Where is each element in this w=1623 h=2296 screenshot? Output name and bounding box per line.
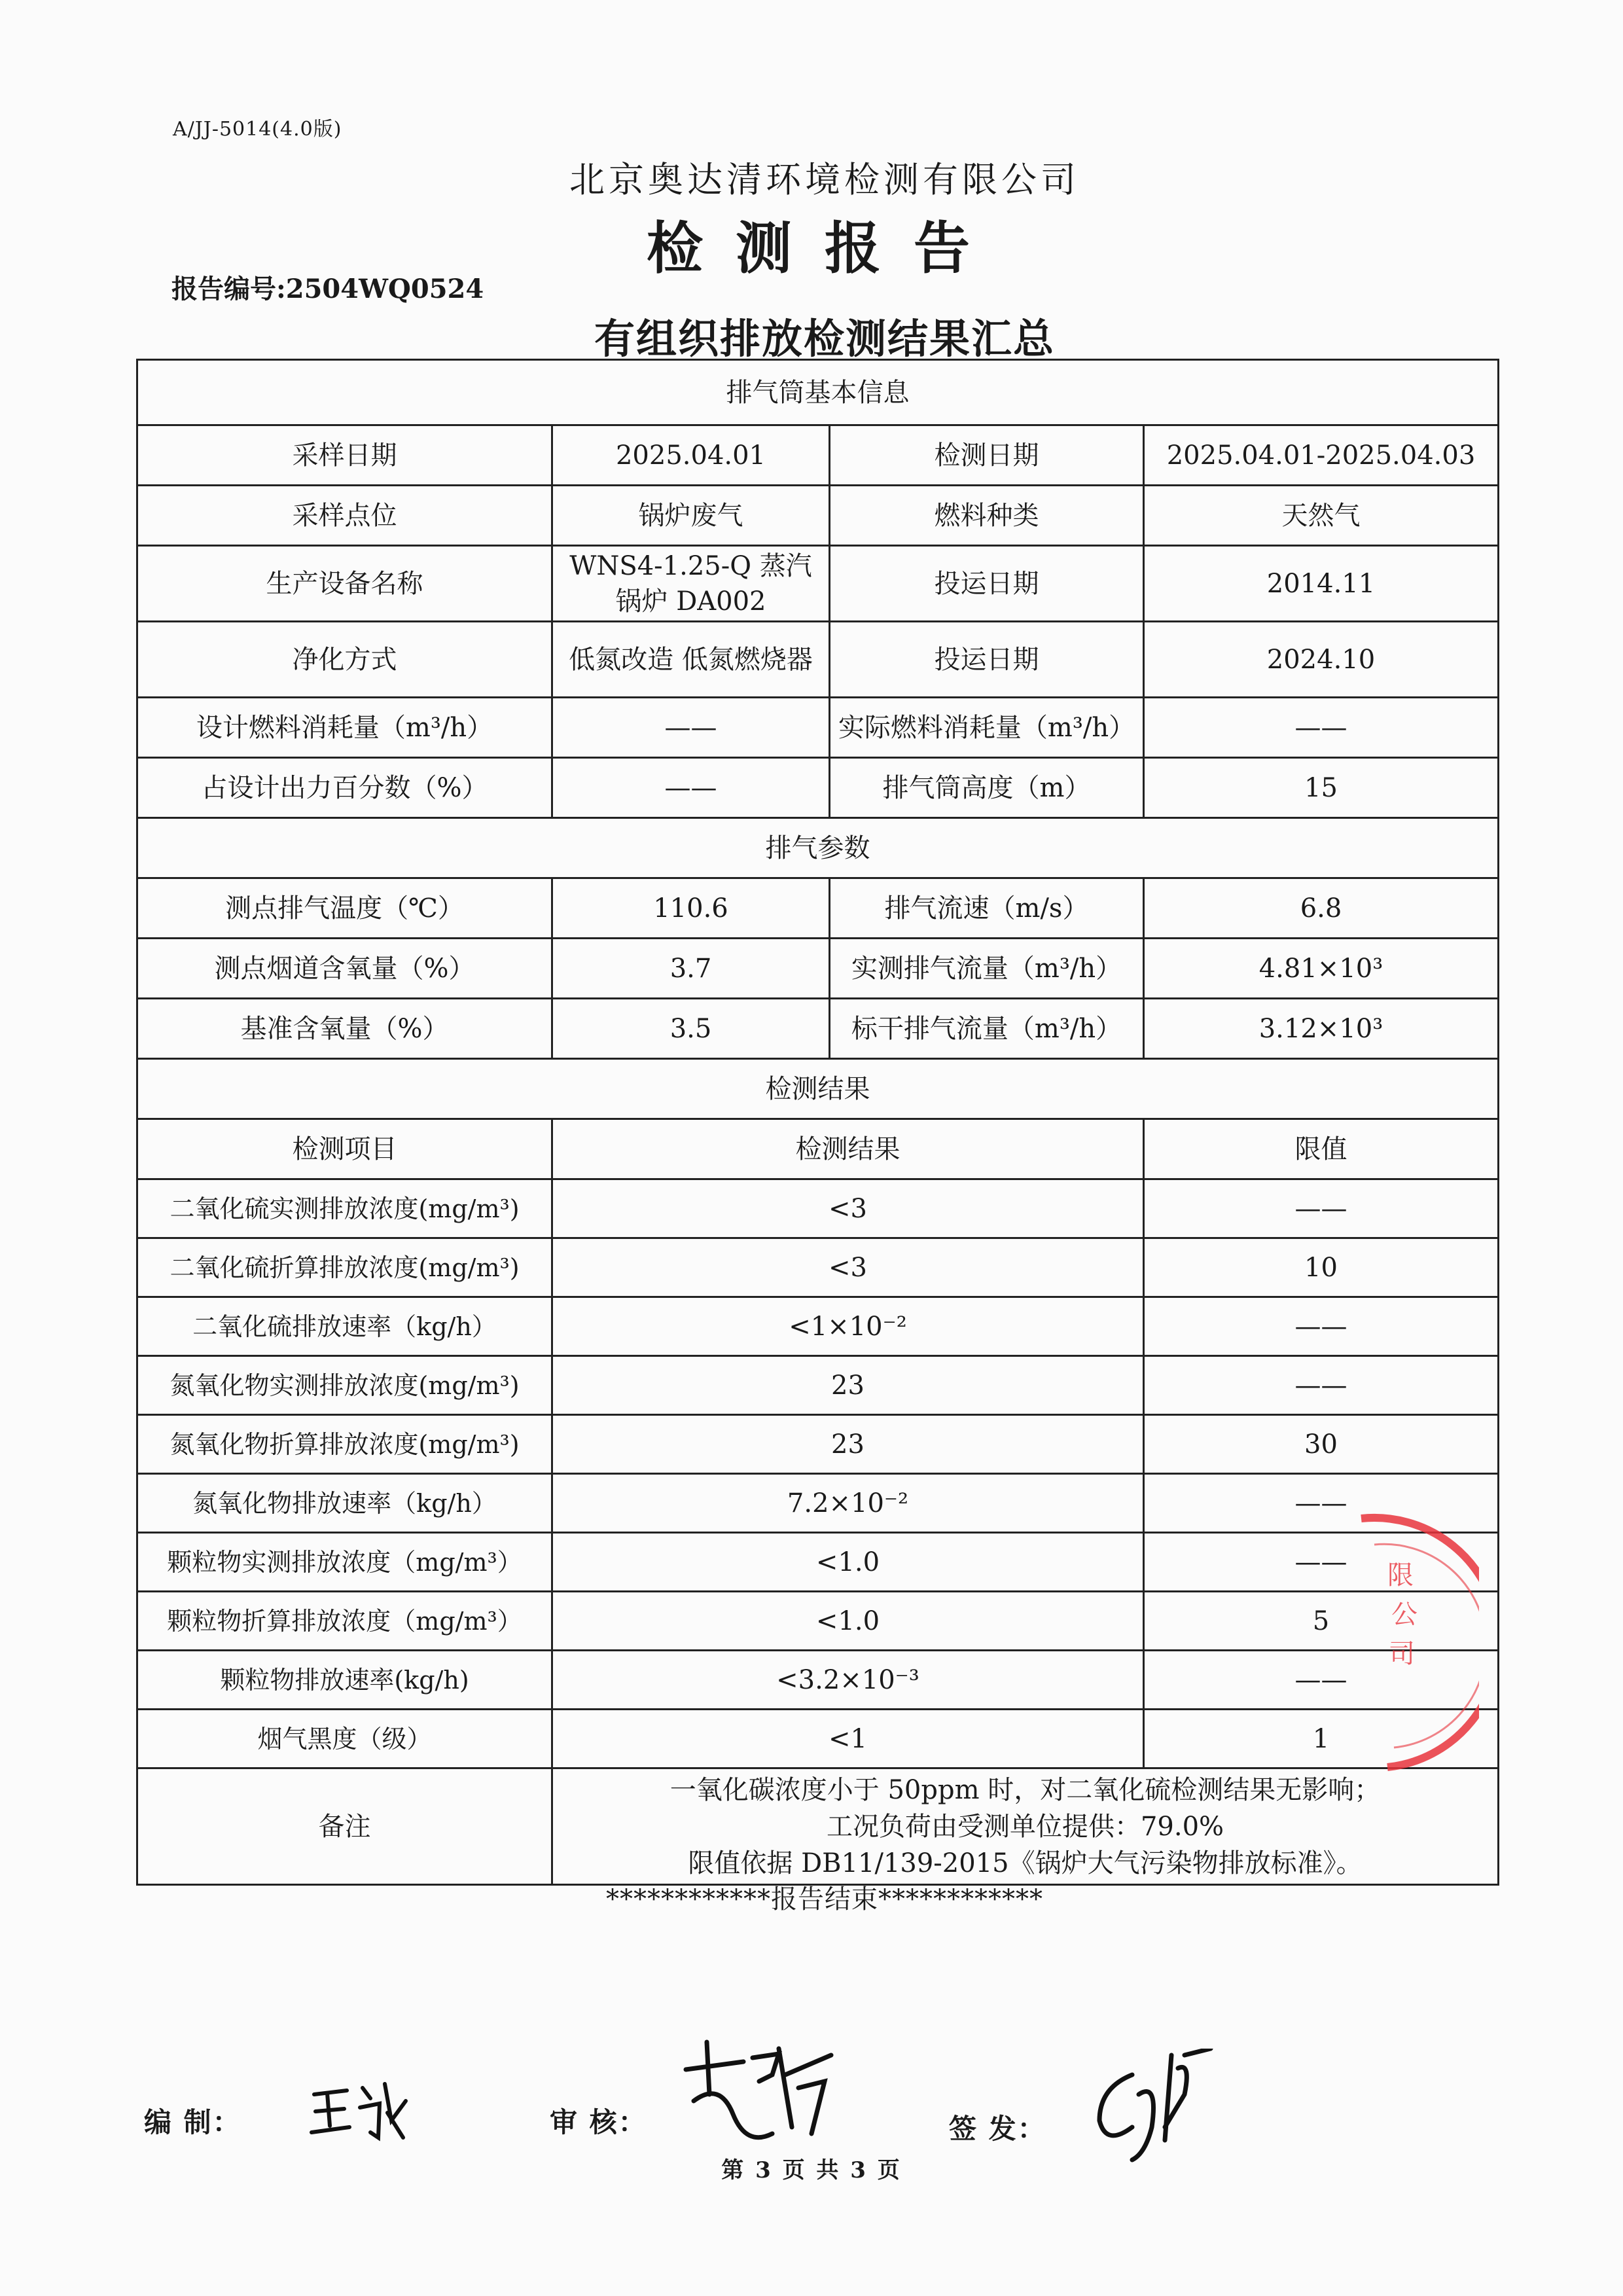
limit-value: —— [1144, 1356, 1499, 1415]
company-name: 北京奥达清环境检测有限公司 [569, 159, 1080, 200]
section-header-row [137, 818, 1499, 878]
col-item-header: 检测项目 [137, 1119, 552, 1179]
table-row [137, 622, 1499, 698]
field-value: 3.5 [552, 999, 830, 1059]
field-value: —— [552, 698, 830, 758]
field-value: 2014.11 [1144, 546, 1499, 622]
svg-text:司: 司 [1389, 1639, 1415, 1669]
test-result: 23 [552, 1356, 1144, 1415]
test-item: 颗粒物实测排放浓度（mg/m³） [137, 1533, 552, 1592]
field-label: 投运日期 [830, 622, 1144, 698]
field-label: 燃料种类 [830, 486, 1144, 546]
company-seal [1348, 1505, 1479, 1780]
reviewer-label: 审 核： [550, 2106, 647, 2138]
field-label: 标干排气流量（m³/h） [830, 999, 1144, 1059]
test-result: <1.0 [552, 1592, 1144, 1651]
limit-value: 5 [1144, 1592, 1499, 1651]
limit-value: —— [1144, 1297, 1499, 1356]
test-item: 烟气黑度（级） [137, 1710, 552, 1768]
field-label: 设计燃料消耗量（m³/h） [137, 698, 552, 758]
table-row [137, 878, 1499, 939]
field-label: 基准含氧量（%） [137, 999, 552, 1059]
field-label: 实测排气流量（m³/h） [830, 939, 1144, 999]
table-row [137, 1415, 1499, 1474]
compiler-label: 编 制： [144, 2106, 241, 2138]
remark-line: 一氧化碳浓度小于 50ppm 时，对二氧化硫检测结果无影响； [669, 1774, 1381, 1805]
limit-value: 10 [1144, 1238, 1499, 1297]
basic-info-title: 排气筒基本信息 [137, 360, 1499, 425]
table-row [137, 1533, 1499, 1592]
table-row [137, 1651, 1499, 1710]
table-row [137, 758, 1499, 818]
svg-text:限: 限 [1387, 1560, 1414, 1590]
results-header-row [137, 1119, 1499, 1179]
col-limit-header: 限值 [1144, 1119, 1499, 1179]
field-value: —— [1144, 698, 1499, 758]
field-label: 排气筒高度（m） [830, 758, 1144, 818]
table-row [137, 999, 1499, 1059]
table-row [137, 1297, 1499, 1356]
remarks-row [137, 1768, 1499, 1885]
col-result-header: 检测结果 [552, 1119, 1144, 1179]
field-label: 测点烟道含氧量（%） [137, 939, 552, 999]
svg-text:公: 公 [1391, 1600, 1418, 1630]
table-row [137, 546, 1499, 622]
field-value: 天然气 [1144, 486, 1499, 546]
test-result: <1 [552, 1710, 1144, 1768]
field-value: 锅炉废气 [552, 486, 830, 546]
field-value: 3.12×10³ [1144, 999, 1499, 1059]
test-item: 二氧化硫排放速率（kg/h） [137, 1297, 552, 1356]
page-number: 第 3 页 共 3 页 [721, 2157, 902, 2183]
field-value: —— [552, 758, 830, 818]
exhaust-params-title: 排气参数 [137, 818, 1499, 878]
field-value: 3.7 [552, 939, 830, 999]
table-row [137, 425, 1499, 486]
test-item: 氮氧化物实测排放浓度(mg/m³) [137, 1356, 552, 1415]
remark-line: 限值依据 DB11/139-2015《锅炉大气污染物排放标准》。 [688, 1848, 1363, 1878]
test-result: <1.0 [552, 1533, 1144, 1592]
report-number: 报告编号:2504WQ0524 [171, 274, 484, 304]
test-item: 二氧化硫折算排放浓度(mg/m³) [137, 1238, 552, 1297]
table-row [137, 1710, 1499, 1768]
table-row [137, 1238, 1499, 1297]
test-result: <3.2×10⁻³ [552, 1651, 1144, 1710]
table-row [137, 486, 1499, 546]
issuer-label: 签 发： [949, 2113, 1046, 2145]
field-value: 110.6 [552, 878, 830, 939]
test-result: <3 [552, 1238, 1144, 1297]
limit-value: —— [1144, 1474, 1499, 1533]
section-header-row [137, 360, 1499, 425]
field-label: 采样点位 [137, 486, 552, 546]
field-value: 低氮改造 低氮燃烧器 [552, 622, 830, 698]
report-end-line: ************报告结束************ [606, 1884, 1043, 1914]
test-item: 氮氧化物折算排放浓度(mg/m³) [137, 1415, 552, 1474]
table-row [137, 698, 1499, 758]
table-row [137, 1356, 1499, 1415]
limit-value: —— [1144, 1651, 1499, 1710]
field-value: WNS4-1.25-Q 蒸汽锅炉 DA002 [552, 546, 830, 622]
field-label: 占设计出力百分数（%） [137, 758, 552, 818]
reviewer-signature [681, 2036, 838, 2147]
form-code: A/JJ-5014(4.0版) [173, 118, 342, 141]
field-label: 排气流速（m/s） [830, 878, 1144, 939]
table-row [137, 1179, 1499, 1238]
remarks-label: 备注 [137, 1768, 552, 1885]
field-value: 4.81×10³ [1144, 939, 1499, 999]
summary-title: 有组织排放检测结果汇总 [594, 315, 1055, 363]
test-result: <3 [552, 1179, 1144, 1238]
field-label: 净化方式 [137, 622, 552, 698]
test-item: 氮氧化物排放速率（kg/h） [137, 1474, 552, 1533]
field-label: 投运日期 [830, 546, 1144, 622]
table-row [137, 1592, 1499, 1651]
field-label: 测点排气温度（℃） [137, 878, 552, 939]
field-label: 实际燃料消耗量（m³/h） [830, 698, 1144, 758]
results-table-body [137, 360, 1499, 1885]
field-value: 15 [1144, 758, 1499, 818]
test-item: 颗粒物排放速率(kg/h) [137, 1651, 552, 1710]
limit-value: 1 [1144, 1710, 1499, 1768]
field-label: 采样日期 [137, 425, 552, 486]
field-value: 2024.10 [1144, 622, 1499, 698]
section-header-row [137, 1059, 1499, 1119]
remarks-text [552, 1768, 1499, 1885]
remark-line: 工况负荷由受测单位提供：79.0% [826, 1811, 1224, 1842]
limit-value: —— [1144, 1533, 1499, 1592]
compiler-signature [308, 2075, 412, 2147]
test-result: 23 [552, 1415, 1144, 1474]
test-result: <1×10⁻² [552, 1297, 1144, 1356]
limit-value: —— [1144, 1179, 1499, 1238]
field-label: 检测日期 [830, 425, 1144, 486]
results-table [136, 359, 1499, 1886]
table-row [137, 1474, 1499, 1533]
test-item: 二氧化硫实测排放浓度(mg/m³) [137, 1179, 552, 1238]
test-item: 颗粒物折算排放浓度（mg/m³） [137, 1592, 552, 1651]
limit-value: 30 [1144, 1415, 1499, 1474]
table-row [137, 939, 1499, 999]
field-label: 生产设备名称 [137, 546, 552, 622]
test-result: 7.2×10⁻² [552, 1474, 1144, 1533]
field-value: 2025.04.01 [552, 425, 830, 486]
field-value: 6.8 [1144, 878, 1499, 939]
document-title: 检测报告 [647, 215, 1003, 281]
results-title: 检测结果 [137, 1059, 1499, 1119]
field-value: 2025.04.01-2025.04.03 [1144, 425, 1499, 486]
